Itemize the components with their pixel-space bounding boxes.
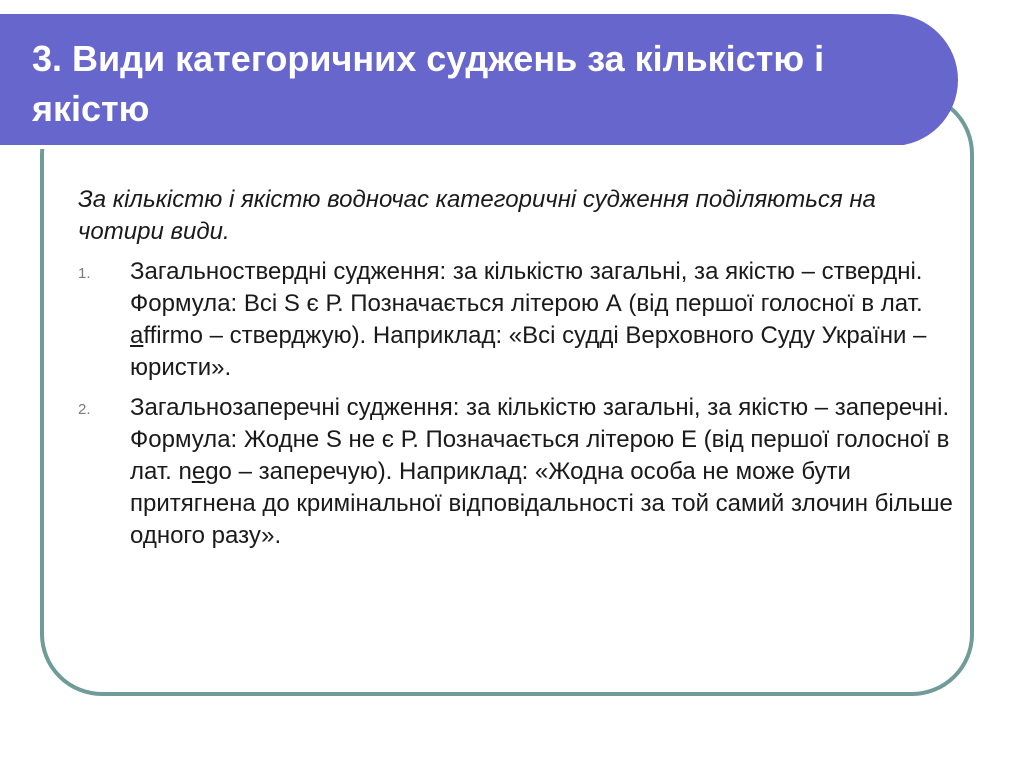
underlined-letter: e — [191, 458, 206, 485]
list-item-text — [130, 258, 926, 381]
list-number: 1. — [78, 265, 91, 282]
list-item — [78, 392, 958, 552]
list-item-text-start: Загальностверднi судження: за кількістю загальні, за якістю – стверднi. Формула: Всі S є Р. Позначається літерою А (від першої голосної в лат. — [130, 258, 923, 317]
slide-content — [78, 184, 958, 560]
intro-paragraph: За кількістю і якістю водночас категоричні судження поділяються на чотири види. — [78, 186, 876, 245]
title-bar — [0, 14, 958, 146]
list-item-text-end: – стверджую). Наприклад: «Всі судді Верховного Суду України – юристи». — [130, 322, 927, 381]
list-item — [78, 256, 958, 384]
list-item-text — [130, 394, 953, 549]
underlined-letter: a — [130, 322, 144, 349]
list-item-text-start: Загальнозаперечні судження: за кількістю загальні, за якістю – заперечні. Формула: Жодне S не є Р. Позначається літерою Е (від першої голосної в лат. n — [130, 394, 950, 485]
title-underline — [0, 145, 905, 149]
latin-word-rest: go — [205, 458, 232, 485]
slide-title: 3. Види категоричних суджень за кількістю і якістю — [32, 38, 825, 129]
list-number: 2. — [78, 401, 91, 418]
latin-word-rest: ffirmo — [143, 322, 203, 349]
list-item-text-end: – заперечую). Наприклад: «Жодна особа не може бути притягнена до кримінальної відповідальності за той самий злочин більше одного разу». — [130, 458, 953, 549]
